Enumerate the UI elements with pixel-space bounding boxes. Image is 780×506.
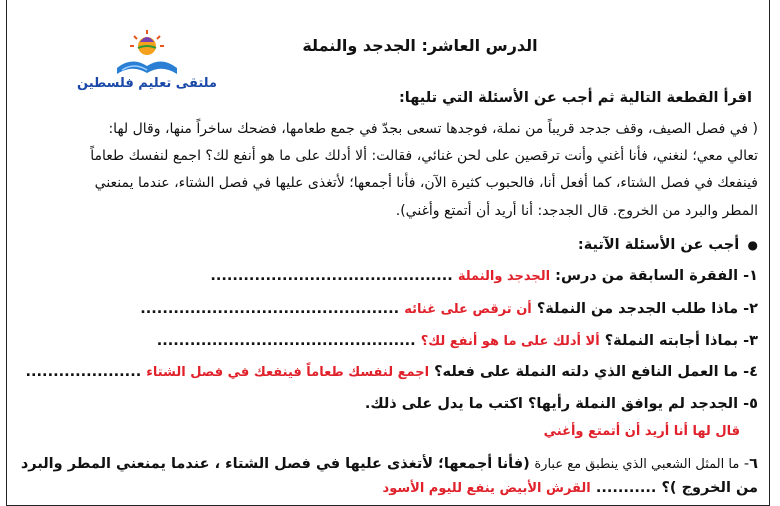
answer-text: القرش الأبيض ينفع لليوم الأسود bbox=[382, 481, 591, 496]
answer-dots: ............................................ bbox=[210, 268, 453, 284]
answer-text: الجدجد والنملة bbox=[457, 269, 551, 284]
passage-line-1: ( في فصل الصيف، وقف جدجد قريباً من نملة، فوجدها تسعى بجدّ في جمع طعامها، فضحك ساخراً منها، وقال لها: bbox=[108, 121, 758, 137]
lesson-title: الدرس العاشر: الجدجد والنملة bbox=[302, 36, 538, 55]
logo-text: ملتقى تعليم فلسطين bbox=[77, 76, 217, 91]
answer-text: أن ترقص على غنائه bbox=[404, 302, 532, 317]
answer-text: اجمع لنفسك طعاماً فينفعك في فصل الشتاء bbox=[146, 365, 430, 380]
passage-line-2: تعالي معي؛ لنغني، فأنا أغني وأنت ترقصين على لحن غنائي، فقالت: ألا أدلك على ما هو أنفع لك؟ اجمع لنفسك طعاماً bbox=[90, 148, 758, 164]
question-4: ٤- ما العمل النافع الذي دلته النملة على فعله؟ اجمع لنفسك طعاماً فينفعك في فصل الشتاء ..................... bbox=[25, 364, 758, 380]
question-number: ٤ bbox=[749, 364, 758, 380]
question-text: الجدجد لم يوافق النملة رأيها؟ اكتب ما يدل على ذلك. bbox=[364, 396, 739, 412]
question-text-line-2: من الخروج )؟ bbox=[661, 480, 758, 496]
instruction: اقرأ القطعة التالية ثم أجب عن الأسئلة التي تليها: bbox=[398, 90, 752, 106]
answer-dots: ............................................... bbox=[140, 301, 400, 317]
answer-dots: ..................... bbox=[25, 364, 142, 380]
question-6-line-2 bbox=[383, 480, 758, 496]
question-number: ٥ bbox=[749, 396, 758, 412]
questions-heading bbox=[578, 237, 758, 253]
question-5-answer bbox=[544, 423, 740, 439]
book-sun-logo-icon bbox=[112, 28, 182, 78]
question-number: ١ bbox=[749, 268, 758, 284]
question-1: ١- الفقرة السابقة من درس: الجدجد والنملة ............................................ bbox=[210, 268, 758, 284]
question-text: الفقرة السابقة من درس: bbox=[555, 268, 739, 284]
question-text: بماذا أجابته النملة؟ bbox=[604, 333, 739, 349]
question-number: ٣ bbox=[749, 333, 758, 349]
answer-dots: ............................................... bbox=[156, 333, 416, 349]
question-text: ماذا طلب الجدجد من النملة؟ bbox=[536, 301, 739, 317]
passage-line-3: فينفعك في فصل الشتاء، كما أفعل أنا، فالحبوب كثيرة الآن، فأنا أجمعها؛ لأتغذى عليها في فصل الشتاء، عندما يمنعني bbox=[94, 175, 758, 191]
question-2: ٢- ماذا طلب الجدجد من النملة؟ أن ترقص على غنائه ............................................... bbox=[140, 301, 758, 317]
question-6: ٦- ما المثل الشعبي الذي ينطبق مع عبارة (فأنا أجمعها؛ لأتغذى عليها في فصل الشتاء ، عندما يمنعني المطر والبرد bbox=[20, 456, 758, 472]
passage-line-4: المطر والبرد من الخروج. قال الجدجد: أنا أريد أن أتمتع وأغني). bbox=[395, 203, 758, 219]
logo bbox=[72, 28, 222, 100]
answer-text: ألا أدلك على ما هو أنفع لك؟ bbox=[420, 334, 600, 349]
question-3: ٣- بماذا أجابته النملة؟ ألا أدلك على ما هو أنفع لك؟ ............................................... bbox=[156, 333, 758, 349]
bullet-icon: ● bbox=[739, 238, 758, 252]
question-5: ٥- الجدجد لم يوافق النملة رأيها؟ اكتب ما يدل على ذلك. bbox=[364, 396, 758, 412]
question-number: ٢ bbox=[749, 301, 758, 317]
question-number: ٦ bbox=[749, 456, 758, 472]
answer-text: قال لها أنا أريد أن أتمتع وأغني bbox=[543, 424, 740, 439]
answer-dots: ........... bbox=[595, 480, 657, 496]
question-text: ما المثل الشعبي الذي ينطبق مع عبارة bbox=[534, 457, 740, 472]
questions-heading-text: أجب عن الأسئلة الآتية: bbox=[577, 237, 740, 253]
question-quote: (فأنا أجمعها؛ لأتغذى عليها في فصل الشتاء ، عندما يمنعني المطر والبرد bbox=[20, 456, 530, 472]
question-text: ما العمل النافع الذي دلته النملة على فعله؟ bbox=[434, 364, 739, 380]
